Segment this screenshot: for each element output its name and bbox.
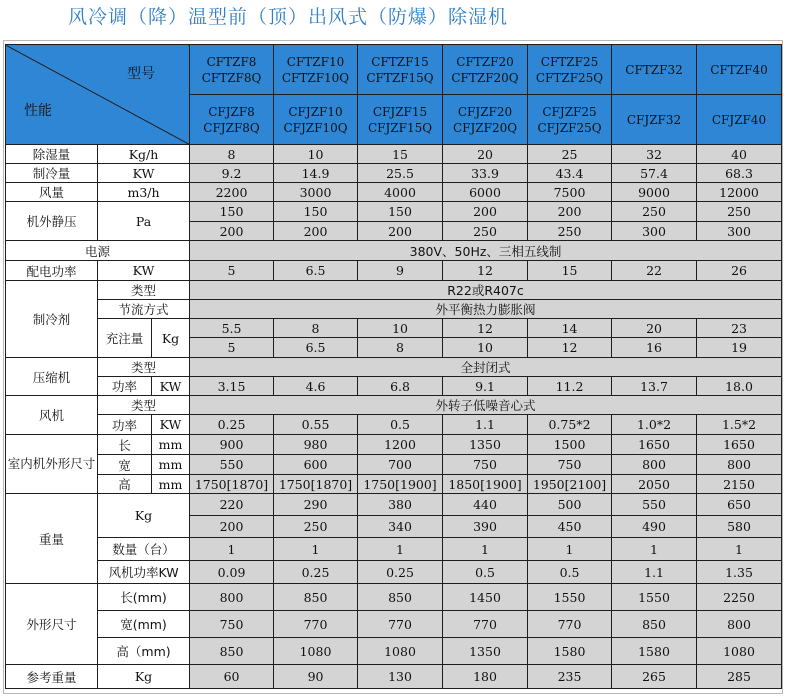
model-header-cell: CFTZF15 CFTZF15Q [358,45,443,95]
value-cell: 2250 [697,584,782,611]
value-cell: 25.5 [358,164,443,183]
value-cell: 8 [190,145,274,164]
value-cell: 1350 [443,435,528,455]
sub-label: 数量（台） [98,538,190,561]
sub-label: 功率 [98,415,152,435]
value-cell: 1450 [443,584,528,611]
value-cell: 43.4 [528,164,612,183]
unit-cell: mm [152,475,190,494]
value-cell: 220 [190,494,274,516]
unit-cell: Kg [98,494,190,538]
model-header-cell: CFTZF10 CFTZF10Q [274,45,358,95]
value-cell: 580 [697,516,782,538]
table-row [6,261,782,281]
value-cell: 250 [443,222,528,241]
value-cell: 26 [697,261,782,281]
sub-label: 宽(mm) [98,611,190,638]
value-cell: 250 [612,202,697,222]
value-cell: 23 [697,319,782,338]
model-header-cell: CFTZF8 CFTZF8Q [190,45,274,95]
value-cell: 5.5 [190,319,274,338]
value-cell: 1 [358,538,443,561]
value-cell: 850 [274,584,358,611]
value-cell: 250 [274,516,358,538]
value-cell: 3000 [274,183,358,202]
value-cell: 200 [358,222,443,241]
value-cell: 800 [612,455,697,475]
value-cell: 1 [697,538,782,561]
value-cell: 285 [697,665,782,689]
table-row [6,538,782,561]
sub-label: 类型 [98,358,190,377]
value-cell: 700 [358,455,443,475]
model-header-cell: CFJZF20 CFJZF20Q [443,95,528,145]
value-cell: 600 [274,455,358,475]
span-value: 380V、50Hz、三相五线制 [190,241,782,261]
value-cell: 200 [443,202,528,222]
unit-cell: Pa [98,202,190,241]
value-cell: 10 [274,145,358,164]
value-cell: 10 [358,319,443,338]
value-cell: 2150 [697,475,782,494]
row-label: 参考重量 [6,665,98,689]
unit-cell: Kg/h [98,145,190,164]
value-cell: 1350 [443,638,528,665]
unit-cell: mm [152,435,190,455]
value-cell: 7500 [528,183,612,202]
value-cell: 0.5 [528,561,612,584]
perf-header-label: 性能 [24,103,52,119]
value-cell: 5 [190,261,274,281]
value-cell: 770 [528,611,612,638]
table-row [6,45,782,95]
table-row [6,435,782,455]
value-cell: 1750[1870] [190,475,274,494]
span-value: 外平衡热力膨胀阀 [190,300,782,319]
unit-cell: mm [152,455,190,475]
value-cell: 250 [528,222,612,241]
value-cell: 150 [274,202,358,222]
sub-label: 功率 [98,377,152,396]
value-cell: 770 [358,611,443,638]
value-cell: 750 [190,611,274,638]
row-label: 除湿量 [6,145,98,164]
value-cell: 4000 [358,183,443,202]
table-row [6,145,782,164]
value-cell: 13.7 [612,377,697,396]
value-cell: 550 [612,494,697,516]
value-cell: 235 [528,665,612,689]
value-cell: 1 [528,538,612,561]
table-row [6,584,782,611]
value-cell: 300 [697,222,782,241]
sub-label: 长 [98,435,152,455]
value-cell: 9000 [612,183,697,202]
row-label: 制冷剂 [6,281,98,358]
value-cell: 850 [190,638,274,665]
value-cell: 90 [274,665,358,689]
table-row [6,638,782,665]
value-cell: 550 [190,455,274,475]
value-cell: 650 [697,494,782,516]
table-row [6,377,782,396]
table-row [6,164,782,183]
row-label: 压缩机 [6,358,98,396]
value-cell: 1580 [612,638,697,665]
table-row [6,494,782,516]
value-cell: 15 [358,145,443,164]
row-label: 室内机外形尺寸 [6,435,98,494]
row-label: 风机 [6,396,98,435]
value-cell: 1080 [274,638,358,665]
value-cell: 850 [612,611,697,638]
value-cell: 1500 [528,435,612,455]
value-cell: 250 [697,202,782,222]
value-cell: 500 [528,494,612,516]
sub-label: 长(mm) [98,584,190,611]
value-cell: 1650 [612,435,697,455]
value-cell: 1580 [528,638,612,665]
page-title: 风冷调（降）温型前（顶）出风式（防爆）除湿机 [68,6,509,28]
sub-label: 充注量 [98,319,152,358]
value-cell: 800 [190,584,274,611]
table-row [6,665,782,689]
model-header-cell: CFTZF40 [697,45,782,95]
value-cell: 3.15 [190,377,274,396]
value-cell: 150 [358,202,443,222]
span-value: R22或R407c [190,281,782,300]
value-cell: 770 [274,611,358,638]
value-cell: 11.2 [528,377,612,396]
value-cell: 25 [528,145,612,164]
unit-cell: KW [98,164,190,183]
model-header-cell: CFTZF20 CFTZF20Q [443,45,528,95]
value-cell: 390 [443,516,528,538]
value-cell: 1.5*2 [697,415,782,435]
model-header-cell: CFJZF10 CFJZF10Q [274,95,358,145]
value-cell: 12 [443,261,528,281]
value-cell: 2200 [190,183,274,202]
value-cell: 57.4 [612,164,697,183]
span-value: 全封闭式 [190,358,782,377]
table-row [6,358,782,377]
value-cell: 1 [190,538,274,561]
row-label: 制冷量 [6,164,98,183]
model-header-cell: CFTZF32 [612,45,697,95]
value-cell: 12 [528,338,612,358]
value-cell: 750 [443,455,528,475]
sub-label: 高（mm) [98,638,190,665]
value-cell: 1080 [697,638,782,665]
value-cell: 2050 [612,475,697,494]
table-row [6,281,782,300]
value-cell: 0.25 [190,415,274,435]
value-cell: 20 [612,319,697,338]
table-row [6,561,782,584]
value-cell: 40 [697,145,782,164]
table-row [6,611,782,638]
table-row [6,300,782,319]
value-cell: 4.6 [274,377,358,396]
value-cell: 130 [358,665,443,689]
model-header-cell: CFJZF32 [612,95,697,145]
value-cell: 12 [443,319,528,338]
table-row [6,202,782,222]
value-cell: 800 [697,611,782,638]
value-cell: 60 [190,665,274,689]
value-cell: 9.2 [190,164,274,183]
value-cell: 22 [612,261,697,281]
table-row [6,396,782,415]
sub-label: 类型 [98,396,190,415]
value-cell: 14.9 [274,164,358,183]
value-cell: 9 [358,261,443,281]
sub-label: 宽 [98,455,152,475]
sub-label: 高 [98,475,152,494]
table-row [6,183,782,202]
value-cell: 1550 [612,584,697,611]
value-cell: 1 [274,538,358,561]
value-cell: 10 [443,338,528,358]
value-cell: 1080 [358,638,443,665]
table-row [6,415,782,435]
value-cell: 8 [274,319,358,338]
value-cell: 265 [612,665,697,689]
row-label: 机外静压 [6,202,98,241]
corner-header [6,45,190,145]
row-label: 外形尺寸 [6,584,98,665]
value-cell: 1.1 [612,561,697,584]
value-cell: 200 [190,222,274,241]
unit-cell: KW [98,261,190,281]
value-cell: 0.09 [190,561,274,584]
unit-cell: KW [152,415,190,435]
value-cell: 8 [358,338,443,358]
row-label: 风量 [6,183,98,202]
value-cell: 200 [274,222,358,241]
value-cell: 1550 [528,584,612,611]
unit-cell: m3/h [98,183,190,202]
value-cell: 980 [274,435,358,455]
value-cell: 1.0*2 [612,415,697,435]
unit-cell: Kg [98,665,190,689]
model-header-label: 型号 [127,66,156,82]
value-cell: 1750[1870] [274,475,358,494]
value-cell: 770 [443,611,528,638]
value-cell: 0.55 [274,415,358,435]
value-cell: 33.9 [443,164,528,183]
sub-label: 节流方式 [98,300,190,319]
value-cell: 1 [612,538,697,561]
table-row [6,475,782,494]
spec-table [5,44,782,689]
value-cell: 5 [190,338,274,358]
value-cell: 6000 [443,183,528,202]
model-header-cell: CFTZF25 CFTZF25Q [528,45,612,95]
value-cell: 18.0 [697,377,782,396]
value-cell: 6.8 [358,377,443,396]
value-cell: 750 [528,455,612,475]
value-cell: 380 [358,494,443,516]
value-cell: 290 [274,494,358,516]
model-header-cell: CFJZF25 CFJZF25Q [528,95,612,145]
value-cell: 900 [190,435,274,455]
value-cell: 150 [190,202,274,222]
value-cell: 14 [528,319,612,338]
unit-cell: KW [152,377,190,396]
value-cell: 800 [697,455,782,475]
value-cell: 1750[1900] [358,475,443,494]
table-row [6,455,782,475]
value-cell: 32 [612,145,697,164]
model-header-cell: CFJZF15 CFJZF15Q [358,95,443,145]
value-cell: 0.75*2 [528,415,612,435]
value-cell: 12000 [697,183,782,202]
value-cell: 300 [612,222,697,241]
value-cell: 1850[1900] [443,475,528,494]
row-label: 重量 [6,494,98,584]
value-cell: 0.25 [358,561,443,584]
value-cell: 20 [443,145,528,164]
unit-cell: Kg [152,319,190,358]
value-cell: 440 [443,494,528,516]
value-cell: 6.5 [274,338,358,358]
span-value: 外转子低噪音心式 [190,396,782,415]
value-cell: 9.1 [443,377,528,396]
value-cell: 340 [358,516,443,538]
sub-label: 风机功率KW [98,561,190,584]
value-cell: 19 [697,338,782,358]
value-cell: 15 [528,261,612,281]
table-row [6,319,782,338]
value-cell: 200 [190,516,274,538]
value-cell: 0.5 [443,561,528,584]
value-cell: 450 [528,516,612,538]
model-header-cell: CFJZF40 [697,95,782,145]
value-cell: 6.5 [274,261,358,281]
row-label: 配电功率 [6,261,98,281]
model-header-cell: CFJZF8 CFJZF8Q [190,95,274,145]
table-row [6,241,782,261]
value-cell: 850 [358,584,443,611]
value-cell: 180 [443,665,528,689]
value-cell: 1950[2100] [528,475,612,494]
value-cell: 490 [612,516,697,538]
value-cell: 1.1 [443,415,528,435]
value-cell: 16 [612,338,697,358]
value-cell: 1.35 [697,561,782,584]
value-cell: 1650 [697,435,782,455]
value-cell: 68.3 [697,164,782,183]
sub-label: 类型 [98,281,190,300]
value-cell: 0.25 [274,561,358,584]
value-cell: 200 [528,202,612,222]
value-cell: 1 [443,538,528,561]
row-label: 电源 [6,241,190,261]
value-cell: 1200 [358,435,443,455]
value-cell: 0.5 [358,415,443,435]
